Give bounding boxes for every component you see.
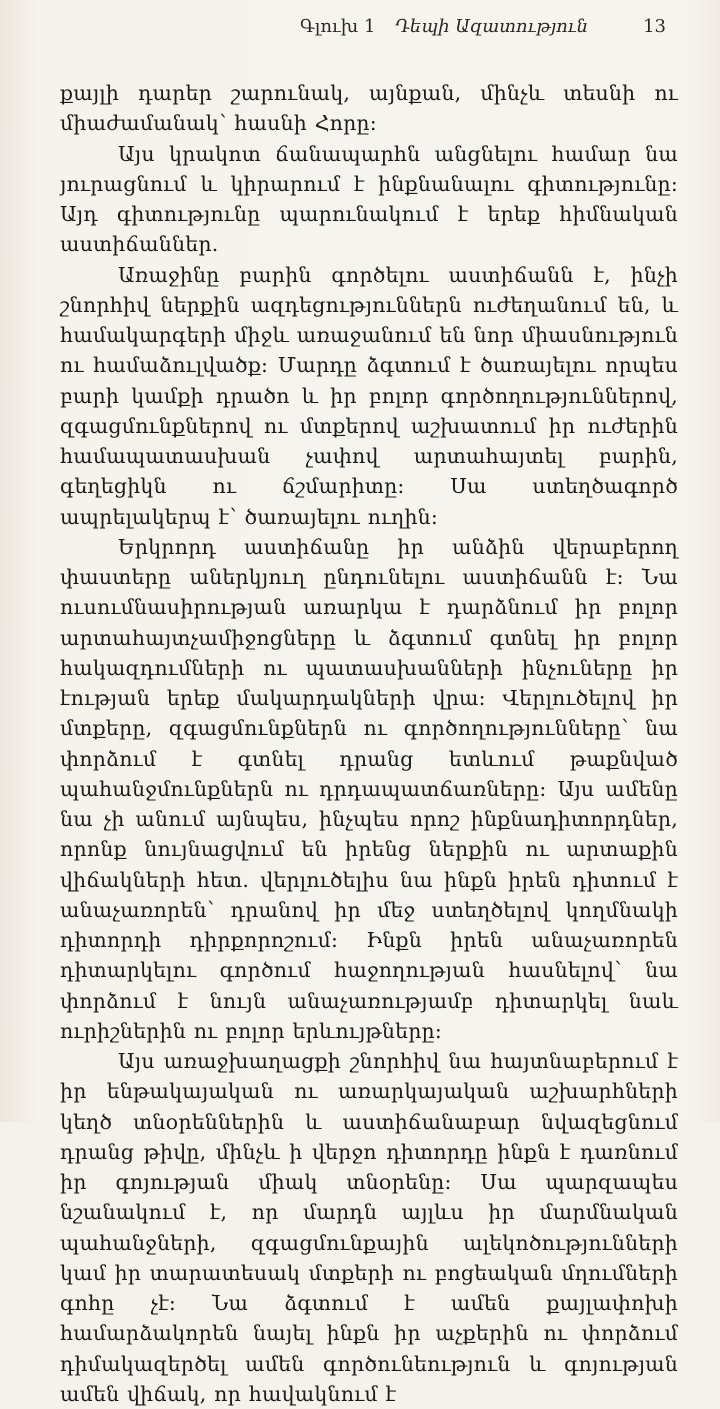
running-header [300, 16, 680, 46]
section-title: Դեպի Ազատություն [395, 16, 589, 37]
paragraph-2: Այս կրակոտ ճանապարհն անցնելու համար նա յուրացնում և կիրարում է ինքնանալու գիտությունը: Այդ գիտությունը պարունակում է երեք հիմնական աստիճաններ. [60, 141, 678, 257]
paragraph-1: քայլի դարեր շարունակ, այնքան, մինչև տեսնի ու միաժամանակ՝ հասնի Հորը: [60, 81, 678, 136]
paragraph-5: Այս առաջխաղացքի շնորհիվ նա հայտնաբերում է իր ենթակայական ու առարկայական աշխարհների կեղծ տնօրեններին և աստիճանաբար նվազեցնում դրանց թիվը, մինչև ի վերջո դիտորդը ինքն է դառնում իր գոյության միակ տնօրենը: Սա պարզապես նշանակում է, որ մարդն այլևս իր մարմնական պահանջների, զգացմունքային ալեկոծությունների կամ իր տարատեսակ մտքերի ու բոցեական մղումների գոհը չէ: Նա ձգտում է ամեն քայլափոխի համարձակորեն նայել ինքն իր աչքերին ու փորձում դիմակազերծել ամեն գործունեություն և գոյության ամեն վիճակ, որ հավակնում է [60, 1049, 678, 1406]
paragraph-4: Երկրորդ աստիճանը իր անձին վերաբերող փաստերը աներկյուղ ընդունելու աստիճանն է: Նա ուսումնասիրության առարկա է դարձնում իր բոլոր արտահայտչամիջոցները և ձգտում գտնել իր բոլոր հակազդումների ու պատասխանների ինչուները իր էության երեք մակարդակների վրա: Վերլուծելով իր մտքերը, զգացմունքներն ու գործողությունները՝ նա փորձում է գտնել դրանց ետևում թաքնված պահանջմունքներն ու դրդապատճառները: Այս ամենը նա չի անում այնպես, ինչպես որոշ ինքնադիտորդներ, որոնք նույնացվում են իրենց ներքին ու արտաքին վիճակների հետ. վերլուծելիս նա ինքն իրեն դիտում է անաչառորեն՝ դրանով իր մեջ ստեղծելով կողմնակի դիտորդի դիրքորոշում: Ինքն իրեն անաչառորեն դիտարկելու գործում հաջողության հասնելով՝ նա փորձում է նույն անաչառությամբ դիտարկել նաև ուրիշներին ու բոլոր երևույթները: [60, 534, 678, 1043]
paragraph-3: Առաջինը բարին գործելու աստիճանն է, ինչի շնորհիվ ներքին ազդեցություններն ուժեղանում են, և համակարգերի միջև առաջանում են նոր միասնություն ու համաձուլվածք: Մարդը ձգտում է ծառայելու որպես բարի կամքի դրածո և իր բոլոր գործողություններով, զգացմունքներով ու մտքերով աշխատում իր ուժերին համապատասխան չափով արտահայտել բարին, գեղեցիկն ու ճշմարիտը: Սա ստեղծագործ ապրելակերպ է՝ ծառայելու ուղին: [60, 262, 678, 529]
chapter-label: Գլուխ 1 [300, 16, 376, 37]
page-number: 13 [643, 16, 666, 37]
body-text [60, 78, 678, 1409]
